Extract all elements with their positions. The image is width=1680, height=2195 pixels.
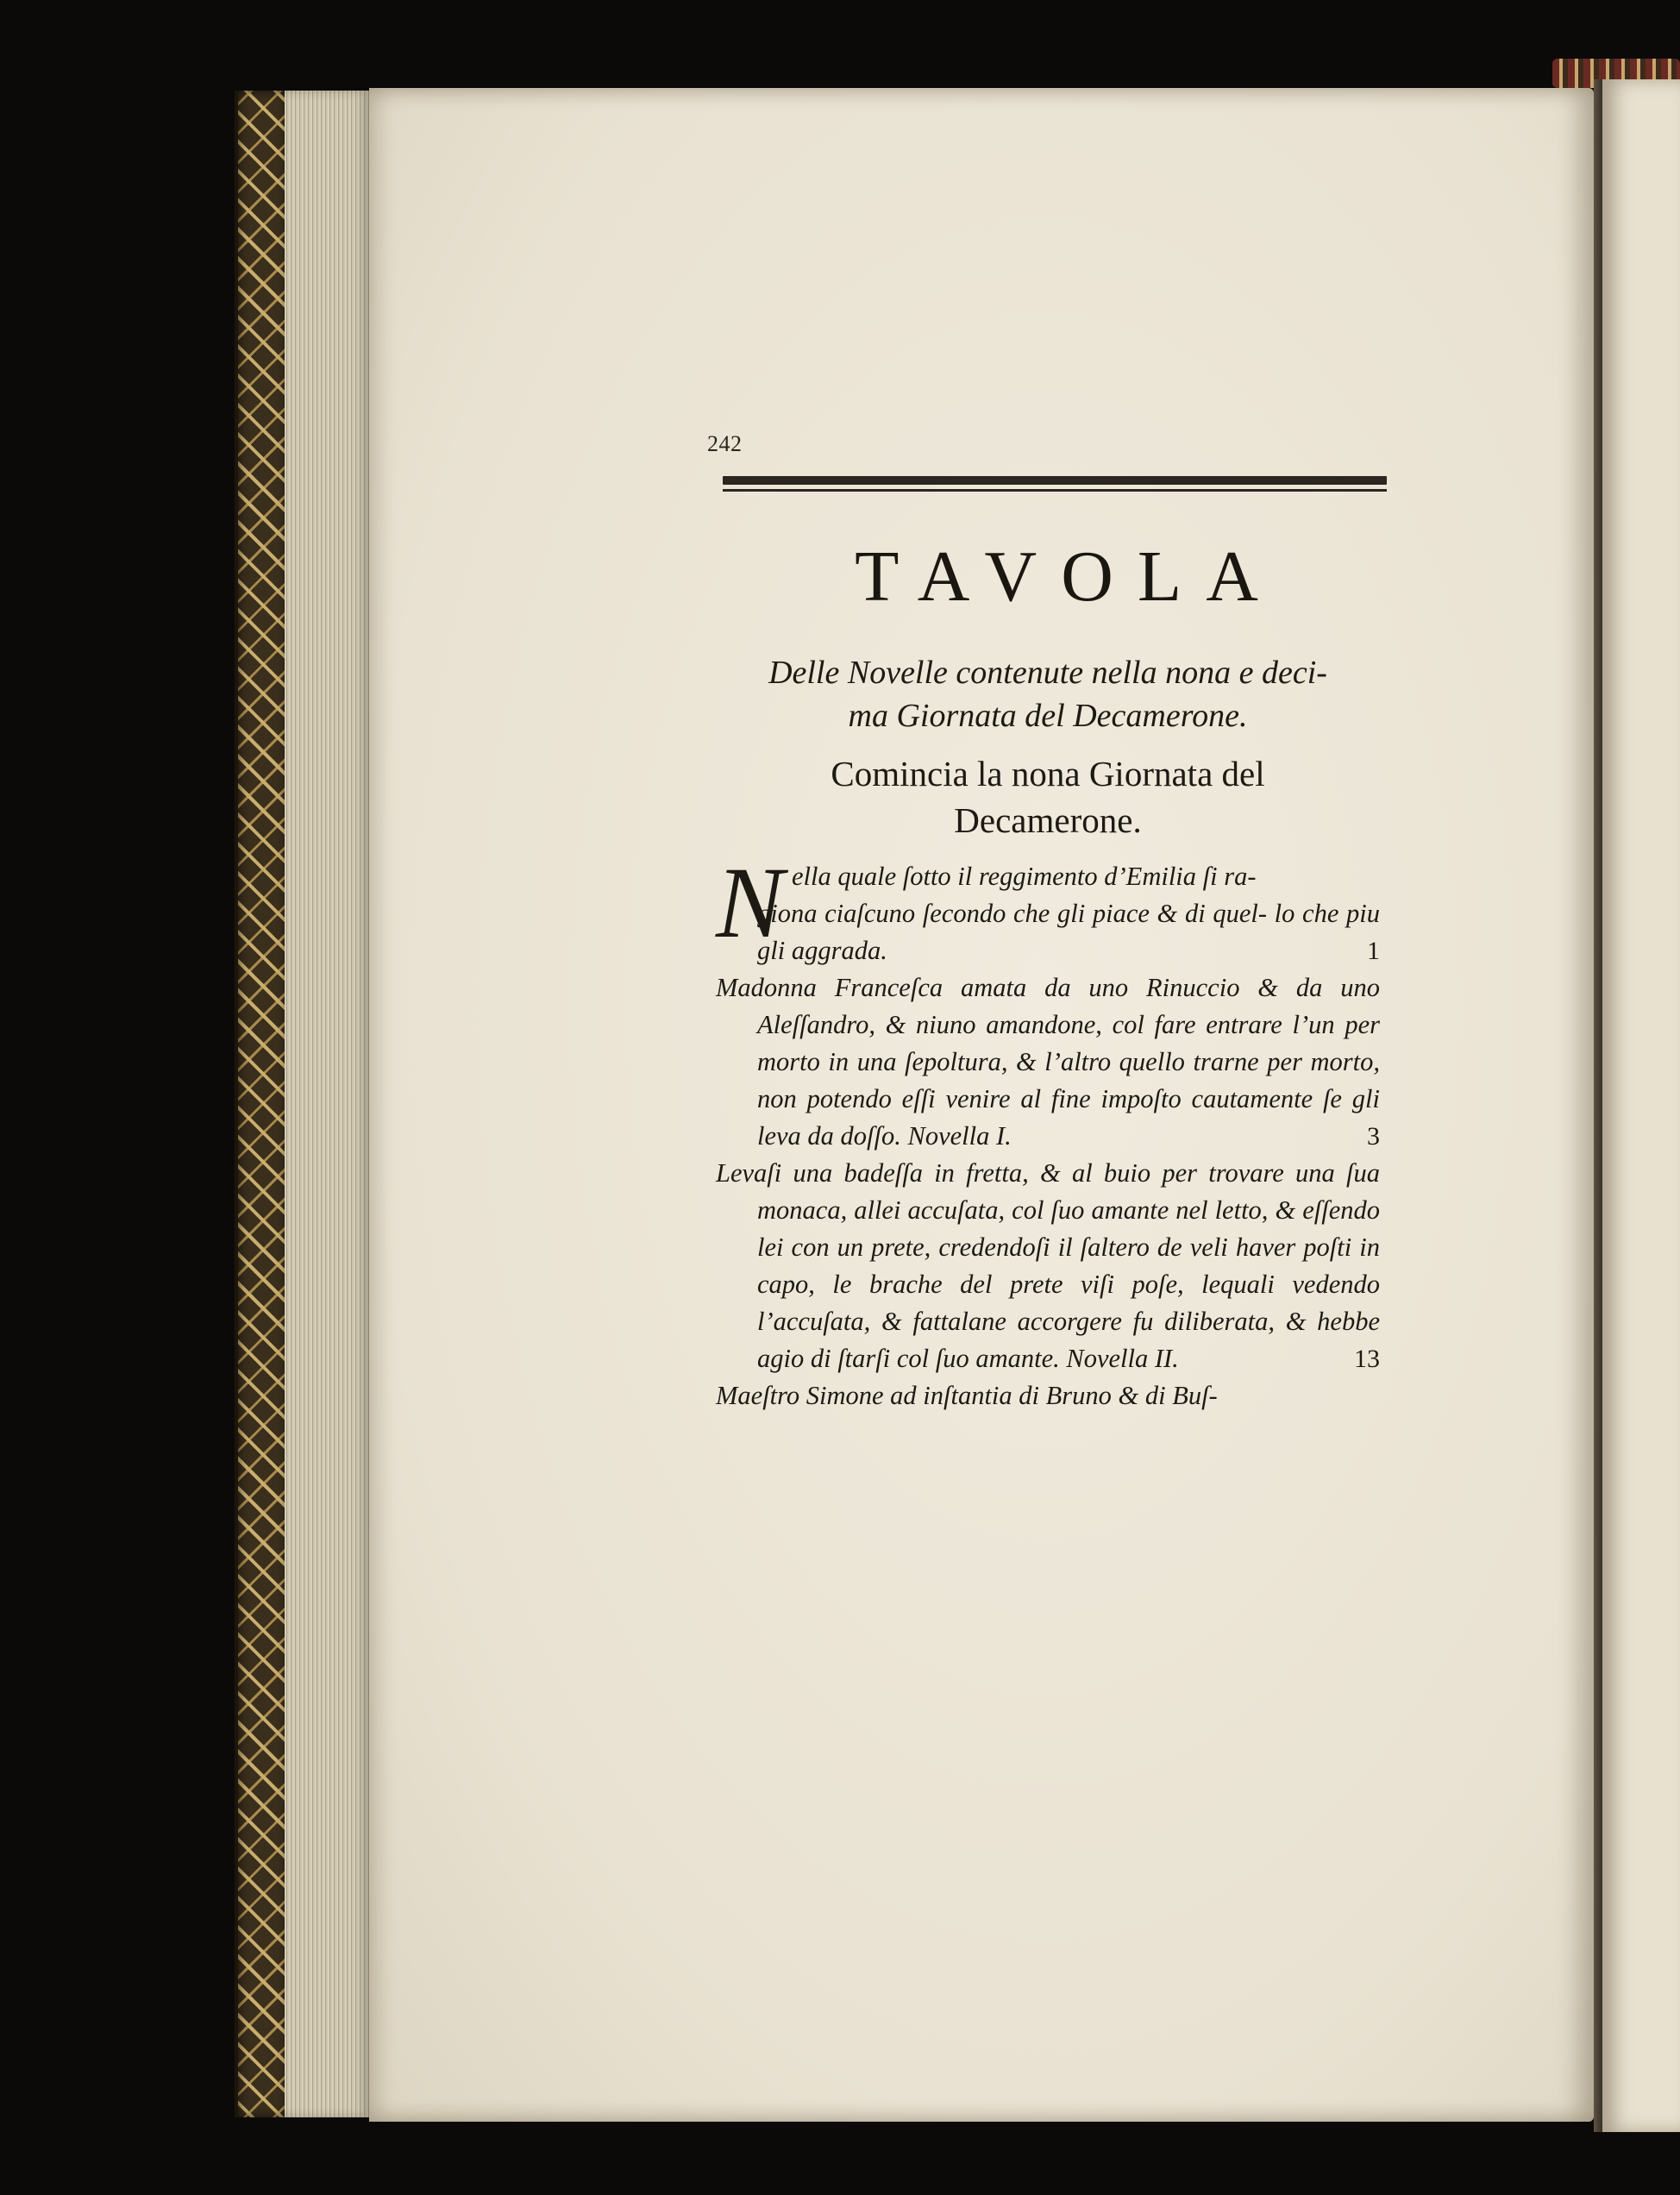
book-spine xyxy=(235,91,291,2117)
toc-entry-text xyxy=(757,858,1380,969)
facing-page xyxy=(1602,79,1680,2132)
table-of-contents xyxy=(716,846,1380,1414)
rule-thin-line xyxy=(723,489,1387,492)
toc-entry-text: Maeſtro Simone ad inſtantia di Bruno & di Buſ- xyxy=(716,1381,1218,1410)
toc-entry xyxy=(716,969,1380,1155)
toc-entry-text: Levaſi una badeſſa in fretta, & al buio per trovare una ſua monaca, allei accuſata, col ſuo amante nel letto, & eſſendo lei con un prete, credendoſi il ſaltero de veli haver poſti in capo, le brache del prete viſi poſe, lequali vedendo l’accuſata, & fattalane accorgere fu diliberata, & hebbe agio di ſtarſi col ſuo amante. Novella II. xyxy=(716,1158,1380,1373)
page-number: 242 xyxy=(707,431,743,456)
section-heading xyxy=(724,750,1371,844)
toc-entry-page: 1 xyxy=(1367,937,1380,965)
subtitle-line-2: ma Giornata del Decamerone. xyxy=(848,698,1248,734)
rule-thick-line xyxy=(723,476,1387,485)
section-heading-line-1: Comincia la nona Giornata del xyxy=(831,754,1265,793)
drop-cap: N xyxy=(716,846,784,959)
toc-entry-intro xyxy=(716,846,1380,969)
toc-entry-continued xyxy=(716,1377,1380,1414)
page-block-edges xyxy=(285,91,371,2117)
subtitle-line-1: Delle Novelle contenute nella nona e deci- xyxy=(768,655,1327,691)
toc-entry xyxy=(716,1155,1380,1377)
toc-entry-first-line: ella quale ſotto il reggimento d’Emilia ſi ra- xyxy=(792,862,1257,891)
toc-entry-text: Madonna Franceſca amata da uno Rinuccio & da uno Aleſſandro, & niuno amandone, col fare entrare l’un per morto in una ſepoltura, & l’altro quello trarne per morto, non potendo eſſi venire al fine impoſto cautamente ſe gli leva da doſſo. Novella I. xyxy=(716,973,1380,1151)
header-rule xyxy=(723,476,1387,495)
toc-entry-page: 13 xyxy=(1354,1345,1380,1373)
section-heading-line-2: Decamerone. xyxy=(954,800,1142,840)
page-title: TAVOLA xyxy=(855,536,1282,617)
page-subtitle xyxy=(707,651,1389,737)
toc-entry-continuation: giona ciaſcuno ſecondo che gli piace & di quel- lo che piu gli aggrada. xyxy=(757,899,1380,965)
toc-entry-page: 3 xyxy=(1367,1122,1380,1151)
